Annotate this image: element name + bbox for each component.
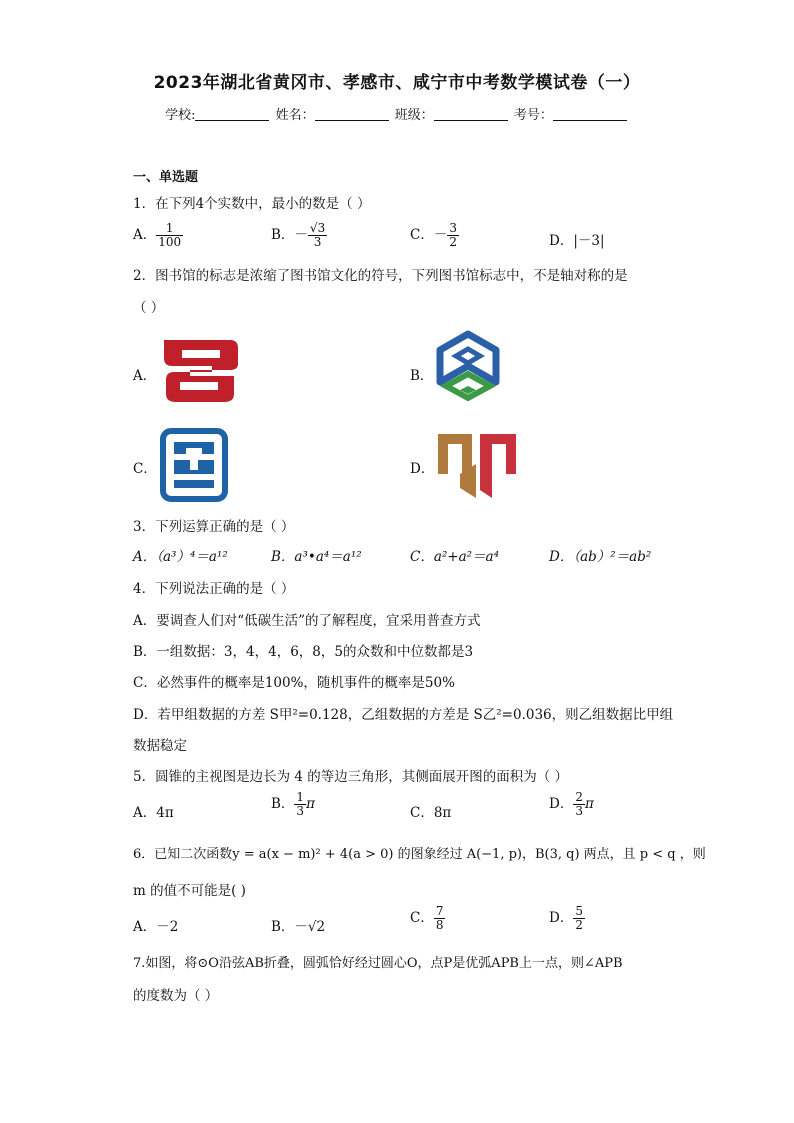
q1-b-num: √3: [309, 221, 326, 235]
q5-d-num: 2: [575, 790, 583, 804]
q6-option-a[interactable]: A．－2: [133, 919, 179, 935]
q6-option-b[interactable]: B．－√2: [271, 919, 326, 935]
q1-option-b[interactable]: [271, 222, 327, 249]
q1-d-label: D．: [549, 233, 574, 249]
q5-b-pi: π: [306, 796, 315, 813]
q5-d-den: 3: [575, 804, 583, 819]
q5-d-pi: π: [584, 796, 594, 813]
name-label: 姓名：: [275, 108, 315, 123]
page-title: 2023年湖北省黄冈市、孝感市、咸宁市中考数学模试卷（一）: [153, 73, 641, 93]
q2-stem: 2．图书馆的标志是浓缩了图书馆文化的符号，下列图书馆标志中，不是轴对称的是: [133, 268, 628, 284]
q5-b-label: B．: [271, 796, 295, 813]
school-blank[interactable]: [195, 107, 269, 121]
q5-b-den: 3: [296, 804, 305, 819]
q6-stem: 6．已知二次函数y = a(x − m)² + 4(a > 0) 的图象经过 A(−1, p)，B(3, q) 两点，且 p < q ，则: [133, 847, 706, 862]
q1-c-label: C．－: [410, 227, 448, 244]
q6-d-fraction: [573, 905, 585, 932]
library-logo-a-icon: [160, 336, 242, 404]
q5-option-a[interactable]: A．4π: [133, 805, 174, 821]
library-logo-c-icon: [160, 428, 228, 502]
class-label: 班级：: [394, 108, 434, 123]
q6-c-num: 7: [435, 904, 444, 918]
q1-option-d[interactable]: [549, 229, 605, 249]
q1-a-num: 1: [156, 222, 183, 236]
class-blank[interactable]: [434, 107, 508, 121]
q5-option-b[interactable]: [271, 791, 315, 818]
q1-a-label: A．: [133, 227, 157, 244]
q5-b-num: 1: [296, 790, 305, 804]
q6-d-den: 2: [575, 918, 583, 933]
q1-b-label: B．－: [271, 227, 308, 244]
q5-b-fraction: [294, 791, 306, 818]
q4-option-d-cont: 数据稳定: [133, 738, 187, 754]
q5-option-d[interactable]: [549, 791, 594, 818]
q5-d-fraction: [573, 791, 585, 818]
section-title: 一、单选题: [133, 170, 199, 185]
q3-stem: 3．下列运算正确的是（ ）: [133, 519, 295, 535]
q1-a-den: 100: [158, 235, 182, 250]
q4-option-d[interactable]: D．若甲组数据的方差 S甲²=0.128，乙组数据的方差是 S乙²=0.036，则乙组数据比甲组: [133, 707, 674, 723]
q2-b-label[interactable]: B．: [410, 368, 434, 384]
exam-no-blank[interactable]: [553, 107, 627, 121]
q6-c-label: C．: [410, 910, 434, 927]
library-logo-d-icon: [436, 430, 520, 500]
name-blank[interactable]: [315, 107, 389, 121]
q3-option-b[interactable]: B．a³•a⁴＝a¹²: [271, 549, 362, 565]
q6-c-den: 8: [435, 918, 444, 933]
q2-d-label[interactable]: D．: [410, 461, 435, 477]
q5-stem: 5．圆锥的主视图是边长为 4 的等边三角形，其侧面展开图的面积为（ ）: [133, 769, 569, 785]
q4-option-b[interactable]: B．一组数据：3，4，4，6，8，5的众数和中位数都是3: [133, 644, 474, 660]
q1-d-value: |－3|: [573, 233, 605, 249]
q1-c-num: 3: [449, 221, 457, 235]
q4-option-a[interactable]: A．要调查人们对“低碳生活”的了解程度，宜采用普查方式: [133, 613, 481, 629]
q3-option-a[interactable]: A．（a³）⁴＝a¹²: [133, 549, 228, 565]
q5-d-label: D．: [549, 796, 574, 813]
school-label: 学校:: [165, 108, 196, 123]
q1-option-a[interactable]: [133, 222, 183, 249]
q1-stem: 1．在下列4个实数中，最小的数是（ ）: [133, 196, 371, 212]
exam-no-label: 考号：: [513, 108, 553, 123]
library-logo-b-icon: [436, 330, 500, 410]
q6-c-fraction: [434, 905, 446, 932]
q6-option-c[interactable]: [410, 905, 445, 932]
q1-b-den: 3: [313, 235, 322, 250]
q2-a-label[interactable]: A．: [133, 368, 157, 384]
q3-option-c[interactable]: C．a²+a²＝a⁴: [410, 549, 500, 565]
q7-stem-cont: 的度数为（ ）: [133, 988, 219, 1004]
q6-stem-cont: m 的值不可能是( ): [133, 883, 246, 899]
q6-d-num: 5: [575, 904, 583, 918]
q1-b-fraction: [308, 222, 327, 249]
q1-c-den: 2: [449, 235, 457, 250]
q4-option-c[interactable]: C．必然事件的概率是100%，随机事件的概率是50%: [133, 675, 455, 691]
q6-d-label: D．: [549, 910, 574, 927]
q1-c-fraction: [447, 222, 459, 249]
q1-a-fraction: [156, 222, 183, 249]
q1-option-c[interactable]: [410, 222, 459, 249]
q2-c-label[interactable]: C．: [133, 461, 157, 477]
q5-option-c[interactable]: C．8π: [410, 805, 452, 821]
q2-stem-cont: （ ）: [133, 300, 165, 316]
q4-stem: 4．下列说法正确的是（ ）: [133, 581, 295, 597]
q3-option-d[interactable]: D．（ab）²＝ab²: [549, 549, 652, 565]
student-info-line: [0, 104, 794, 123]
q7-stem: 7.如图，将⊙O沿弦AB折叠，圆弧恰好经过圆心O，点P是优弧APB上一点，则∠APB: [133, 956, 623, 971]
q6-option-d[interactable]: [549, 905, 585, 932]
